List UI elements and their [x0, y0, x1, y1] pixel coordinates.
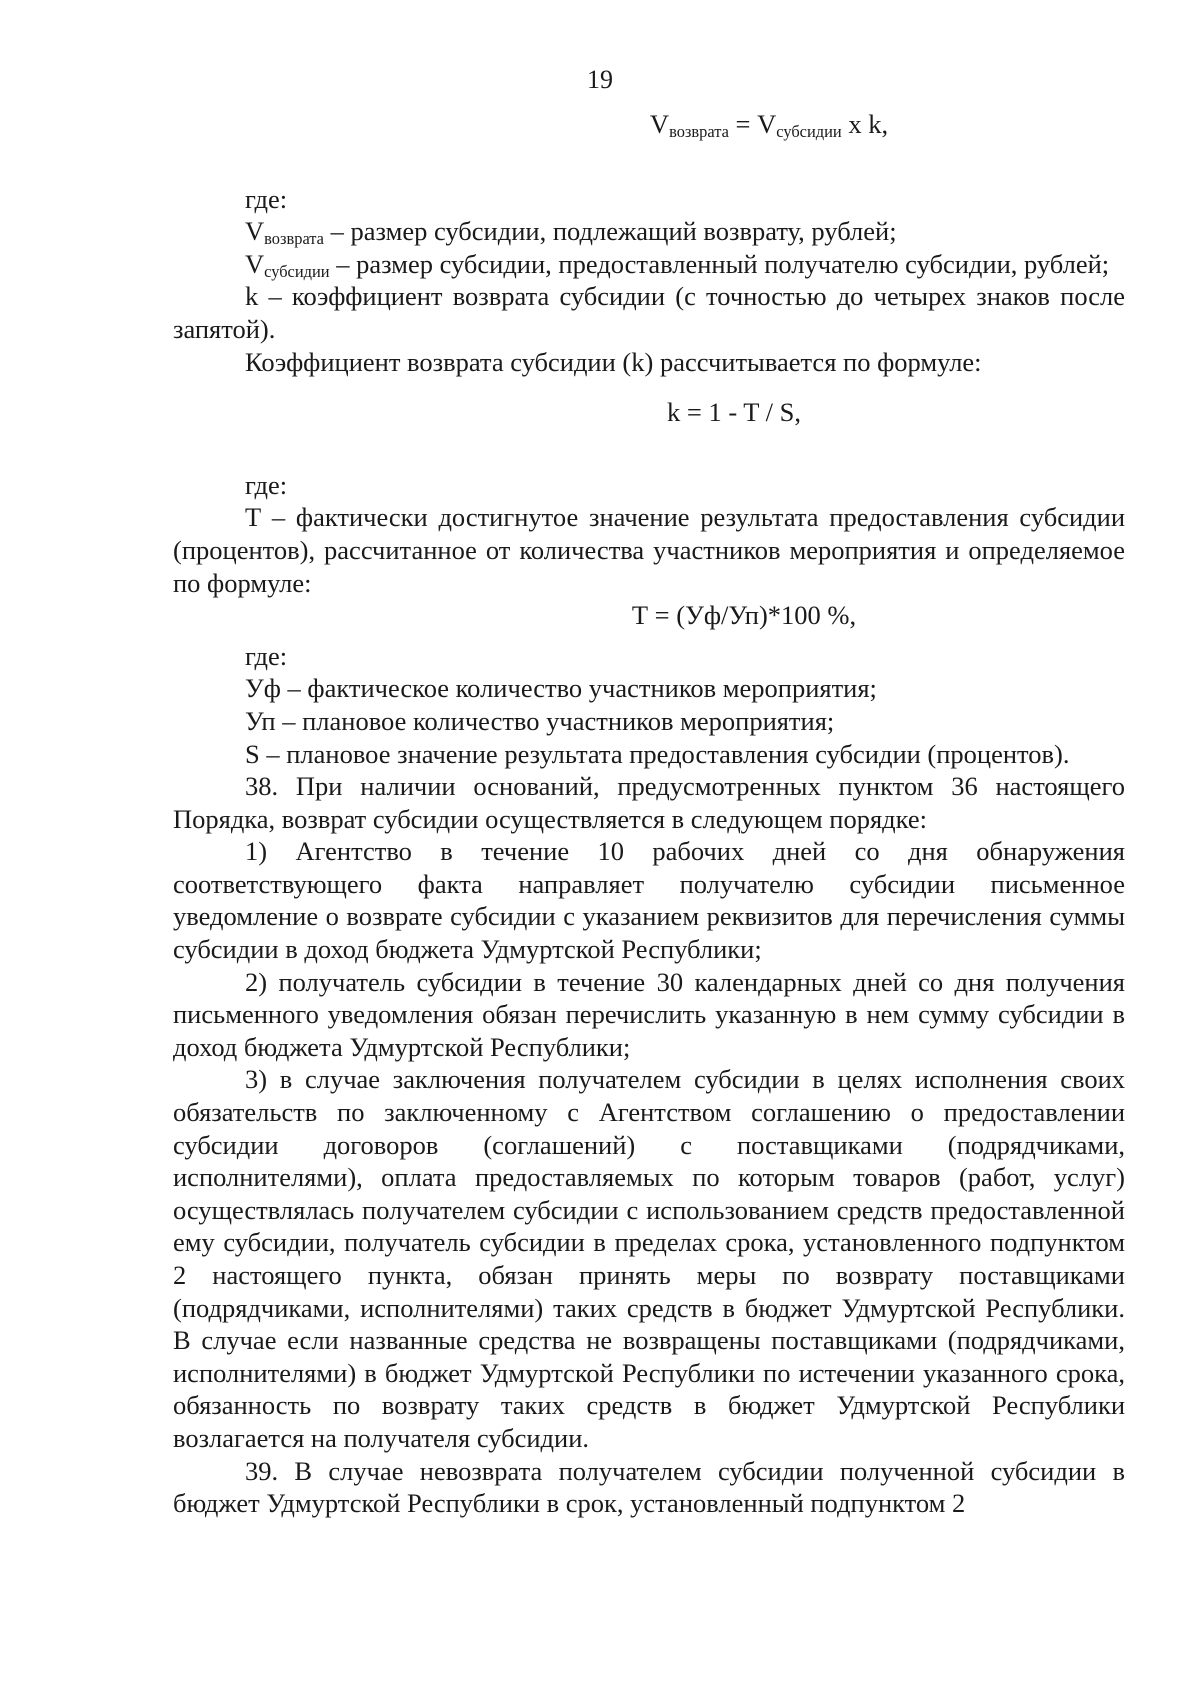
- definition-v-return: [173, 215, 1125, 248]
- def-sub: возврата: [264, 229, 324, 249]
- formula-tail: x k,: [841, 109, 889, 139]
- clause-38-2: 2) получатель субсидии в течение 30 календарных дней со дня получения письменного уведомления обязан перечислить указанную в нем сумму субсидии в доход бюджета Удмуртской Республики;: [173, 966, 1125, 1062]
- formula-rhs-sub: субсидии: [776, 122, 842, 142]
- clause-38-1: 1) Агентство в течение 10 рабочих дней со дня обнаружения соответствующего факта направляет получателю субсидии письменное уведомление о возврате субсидии с указанием реквизитов для перечисления суммы субсидии в доход бюджета Удмуртской Республики;: [173, 836, 1125, 965]
- def-text: – размер субсидии, предоставленный получателю субсидии, рублей;: [329, 248, 1110, 279]
- clause-38: 38. При наличии оснований, предусмотренных пунктом 36 настоящего Порядка, возврат субсидии осуществляется в следующем порядке:: [173, 771, 1125, 834]
- formula-t: Т = (Уф/Уп)*100 %,: [631, 600, 857, 631]
- coefficient-intro: Коэффициент возврата субсидии (k) рассчитывается по формуле:: [245, 346, 982, 377]
- definition-k: k – коэффициент возврата субсидии (с точностью до четырех знаков после запятой).: [173, 281, 1125, 344]
- formula-lhs-var: V: [649, 109, 670, 139]
- def-text: – размер субсидии, подлежащий возврату, рублей;: [323, 216, 897, 247]
- clause-39: 39. В случае невозврата получателем субсидии полученной субсидии в бюджет Удмуртской Республики в срок, установленный подпунктом 2: [173, 1455, 1125, 1519]
- formula-return-amount: [173, 108, 1125, 141]
- where-label-1: где:: [245, 183, 288, 214]
- definition-v-subsidy: [173, 248, 1125, 281]
- def-var: V: [245, 216, 265, 247]
- formula-rhs-var: V: [757, 109, 777, 139]
- where-label-3: где:: [245, 640, 288, 671]
- definition-up: Уп – плановое количество участников мероприятия;: [245, 705, 835, 736]
- definition-s: S – плановое значение результата предоставления субсидии (процентов).: [245, 738, 1070, 769]
- page-number: 19: [587, 65, 613, 94]
- clause-38-3: 3) в случае заключения получателем субсидии в целях исполнения своих обязательств по заключенному с Агентством соглашению о предоставлении субсидии договоров (соглашений) с поставщиками (подрядчиками, исполнителями), оплата предоставляемых по которым товаров (работ, услуг) осуществлялась получателем субсидии с использованием средств предоставленной ему субсидии, получатель субсидии в пределах срока, установленного подпунктом 2 настоящего пункта, обязан принять меры по возврату поставщиками (подрядчиками, исполнителями) таких средств в бюджет Удмуртской Республики. В случае если названные средства не возвращены поставщиками (подрядчиками, исполнителями) в бюджет Удмуртской Республики по истечении указанного срока, обязанность по возврату таких средств в бюджет Удмуртской Республики возлагается на получателя субсидии.: [173, 1064, 1125, 1453]
- def-var: V: [245, 248, 265, 279]
- definition-t: Т – фактически достигнутое значение результата предоставления субсидии (процентов), рассчитанное от количества участников мероприятия и определяемое по формуле:: [173, 502, 1125, 598]
- where-label-2: где:: [245, 469, 288, 500]
- definition-uf: Уф – фактическое количество участников мероприятия;: [245, 673, 877, 704]
- formula-lhs-sub: возврата: [669, 122, 729, 142]
- document-body: [173, 108, 1125, 1520]
- def-sub: субсидии: [264, 261, 330, 281]
- formula-coefficient: k = 1 - T / S,: [667, 397, 801, 428]
- formula-equals: =: [728, 109, 758, 139]
